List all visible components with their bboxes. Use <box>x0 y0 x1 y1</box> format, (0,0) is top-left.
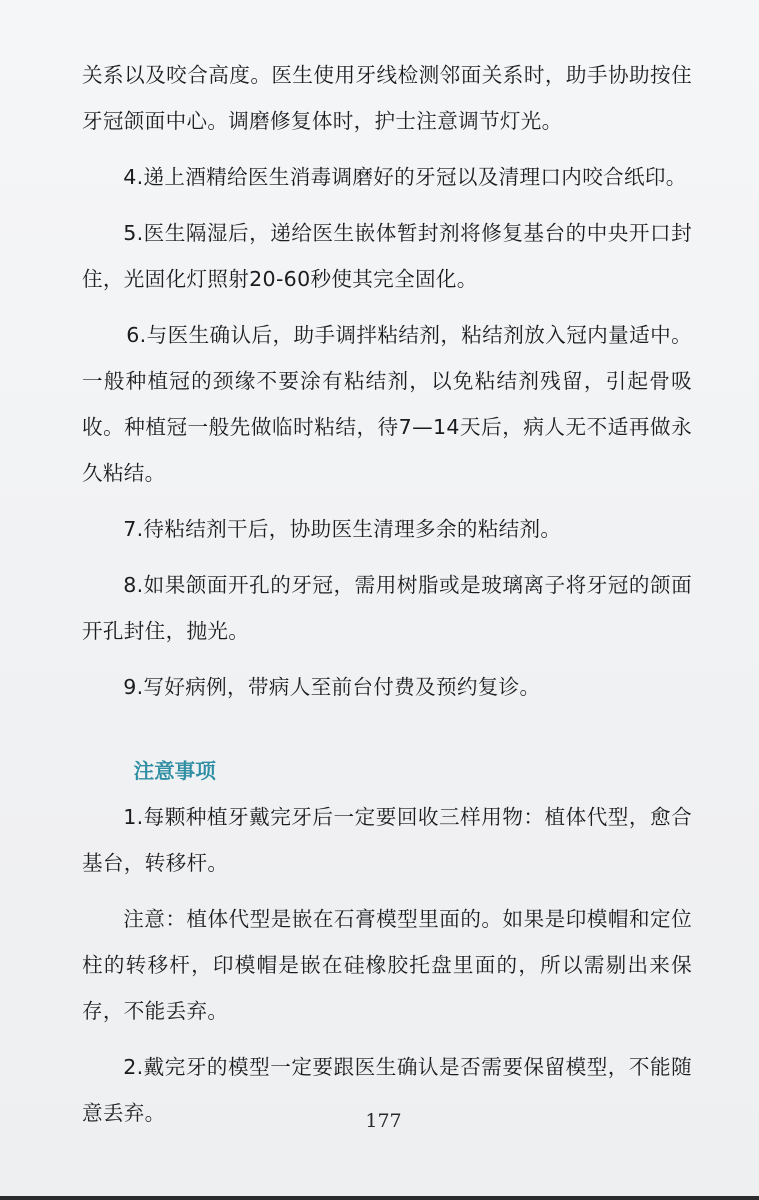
paragraph-step-8: 8.如果颌面开孔的牙冠，需用树脂或是玻璃离子将牙冠的颌面开孔封住，抛光。 <box>82 573 692 643</box>
page-number: 177 <box>365 1110 402 1132</box>
paragraph-continued: 关系以及咬合高度。医生使用牙线检测邻面关系时，助手协助按住牙冠颌面中心。调磨修复体时，护士注意调节灯光。 <box>82 63 692 133</box>
paragraph-step-9: 9.写好病例，带病人至前台付费及预约复诊。 <box>123 675 541 699</box>
page-content <box>82 52 692 1146</box>
note-caution: 注意：植体代型是嵌在石膏模型里面的。如果是印模帽和定位柱的转移杆，印模帽是嵌在硅橡胶托盘里面的，所以需剔出来保存，不能丢弃。 <box>82 907 692 1023</box>
paragraph-step-5: 5.医生隔湿后，递给医生嵌体暂封剂将修复基台的中央开口封住，光固化灯照射20-60秒使其完全固化。 <box>82 221 692 291</box>
note-item-2: 2.戴完牙的模型一定要跟医生确认是否需要保留模型，不能随意丢弃。 <box>82 1055 692 1125</box>
paragraph-step-4: 4.递上酒精给医生消毒调磨好的牙冠以及清理口内咬合纸印。 <box>123 165 687 189</box>
section-heading-notes: 注意事项 <box>133 759 216 783</box>
paragraph-step-7: 7.待粘结剂干后，协助医生清理多余的粘结剂。 <box>123 517 562 541</box>
paragraph-step-6: 6.与医生确认后，助手调拌粘结剂，粘结剂放入冠内量适中。一般种植冠的颈缘不要涂有粘结剂，以免粘结剂残留，引起骨吸收。种植冠一般先做临时粘结，待7—14天后，病人无不适再做永久粘结。 <box>82 323 692 485</box>
page-bottom-edge <box>0 1196 759 1200</box>
note-item-1: 1.每颗种植牙戴完牙后一定要回收三样用物：植体代型，愈合基台，转移杆。 <box>82 805 692 875</box>
